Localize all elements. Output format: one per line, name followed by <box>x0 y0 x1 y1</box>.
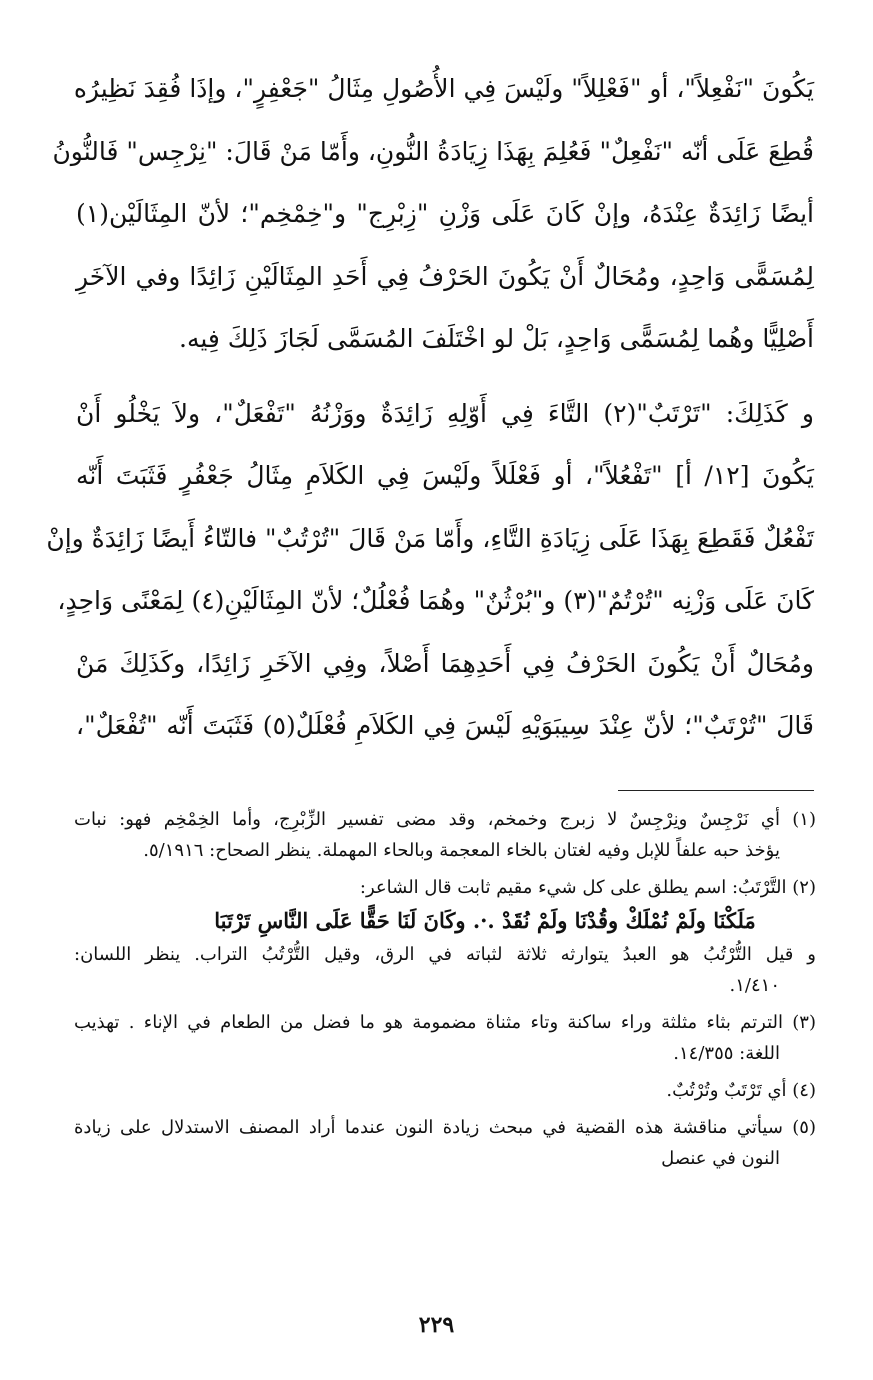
footnote-line: (١) أي نَرْجِسٌ ونِرْجِسٌ لا زبرج وخمخم، وقد مضى تفسير الزِّبْرِج، وأما الخِمْخِم فهو: نبات <box>74 809 816 830</box>
footnote-line: ١/٤١٠. <box>729 975 780 996</box>
text-line: تَفْعُلٌ فَقَطِعَ بِهَذَا عَلَى زِيَادَةِ التَّاءِ، وأَمّا مَنْ قَالَ "تُرْتُبٌ" فالتّاءُ أَيضًا زَائِدَةٌ وإنْ <box>46 523 814 553</box>
footnote-divider <box>618 790 814 791</box>
footnote-5 <box>74 1112 816 1174</box>
footnote-4 <box>74 1075 816 1106</box>
text-line: يَكُونَ [١٢/ أ] "تَفْعُلاً"، أو فَعْلَلاً ولَيْسَ فِي الكَلاَمِ مِثَالُ جَعْفُرٍ فَثَبَتَ أَنّه <box>76 461 814 490</box>
text-line: لِمُسَمًّى وَاحِدٍ، ومُحَالٌ أَنْ يَكُونَ الحَرْفُ فِي أَحَدِ المِثَالَيْنِ زَائِدًا وفي الآخَرِ <box>76 261 814 291</box>
footnote-line: و قيل التُّرْتُبُ هو العبدُ يتوارثه ثلاثة لثباته في الرق، وقيل التُّرْتُبُ التراب. ينظر اللسان: <box>74 944 816 965</box>
text-line: قُطِعَ عَلَى أنّه "نَفْعِلٌ" فَعُلِمَ بِهَذَا زِيَادَةُ النُّونِ، وأَمّا مَنْ قَالَ: "نِرْجِس" فَالنُّونُ <box>52 136 814 166</box>
poetry-verse: مَلَكْنَا ولَمْ نُمْلَكْ وقُدْنَا ولَمْ نُقَدْ .·. وكَانَ لَنَا حَقًّا عَلَى النَّاسِ تَرْتَبَا <box>214 908 756 933</box>
footnotes-section <box>74 804 816 1180</box>
paragraph-2 <box>46 383 814 758</box>
footnote-line: (٥) سيأتي مناقشة هذه القضية في مبحث زيادة النون عندما أراد المصنف الاستدلال على زيادة <box>74 1117 816 1138</box>
footnote-line: (٢) التَّرْتَبُ: اسم يطلق على كل شيء مقيم ثابت قال الشاعر: <box>359 877 816 898</box>
paragraph-1 <box>52 58 814 371</box>
text-line: ومُحَالٌ أَنْ يَكُونَ الحَرْفُ فِي أَحَدِهِمَا أَصْلاً، وفِي الآخَرِ زَائِدًا، وكَذَلِكَ مَنْ <box>76 648 814 678</box>
text-line: أيضًا زَائِدَةٌ عِنْدَهُ، وإنْ كَانَ عَلَى وَزْنِ "زِبْرِج" و"خِمْخِم"؛ لأنّ المِثَالَيْن(١) <box>76 199 814 228</box>
footnote-line: اللغة: ١٤/٣٥٥. <box>673 1043 780 1064</box>
footnote-2 <box>74 872 816 1001</box>
text-line: قَالَ "تُرْتَبٌ"؛ لأنّ عِنْدَ سِيبَوَيْهِ لَيْسَ فِي الكَلاَمِ فُعْلَلٌ(٥) فَثَبَتَ أَنّه "تُفْعَلٌ"، <box>76 711 814 740</box>
footnote-3 <box>74 1007 816 1069</box>
text-line: و كَذَلِكَ: "تَرْتَبٌ"(٢) التَّاءَ فِي أَوّلِهِ زَائِدَةٌ ووَزْنُهُ "تَفْعَلٌ"، ولاَ يَخْلُو أَنْ <box>76 398 814 428</box>
text-line: كَانَ عَلَى وَزْنِه "تُرْتُمٌ"(٣) و"بُرْثُنٌ" وهُمَا فُعْلُلٌ؛ لأنّ المِثَالَيْنِ(٤) لِمَعْنًى وَاحِدٍ، <box>57 586 814 615</box>
text-line: يَكُونَ "نَفْعِلاً"، أو "فَعْلِلاً" ولَيْسَ فِي الأُصُولِ مِثَالُ "جَعْفِرٍ"، وإذَا فُقِدَ نَظِيرُه <box>73 74 814 103</box>
text-line: أَصْلِيًّا وهُما لِمُسَمًّى وَاحِدٍ، بَلْ لو اخْتَلَفَ المُسَمَّى لَجَازَ ذَلِكَ فِيه. <box>179 324 814 353</box>
footnote-line: يؤخذ حبه علفاً للإبل وفيه لغتان بالخاء المعجمة وبالحاء المهملة. ينظر الصحاح: ٥/١٩١٦. <box>143 840 780 861</box>
footnote-1 <box>74 804 816 866</box>
main-text-body <box>46 58 814 758</box>
page-number: ٢٢٩ <box>418 1312 455 1338</box>
footnote-line: النون في عنصل <box>661 1148 780 1169</box>
footnote-line: (٤) أي تَرْتَبٌ وتُرْتُبٌ. <box>666 1080 816 1101</box>
footnote-line: (٣) الترتم بثاء مثلثة وراء ساكنة وتاء مثناة مضمومة هو ما فضل من الطعام في الإناء . تهذيب <box>74 1012 816 1033</box>
